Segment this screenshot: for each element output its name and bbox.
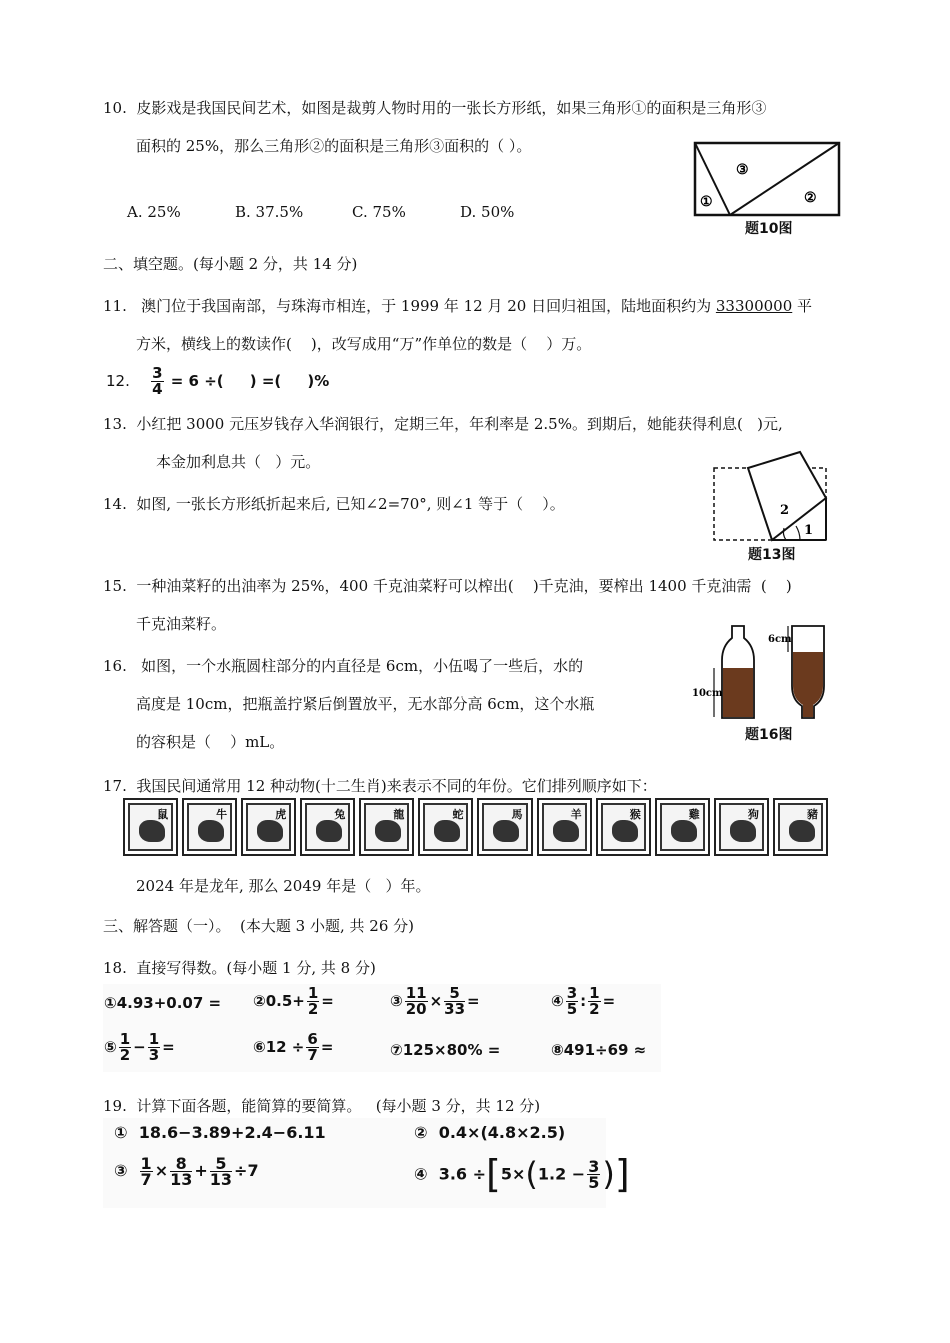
fraction xyxy=(588,986,600,1017)
q18-expr-2 xyxy=(253,986,334,1017)
zodiac-tile xyxy=(773,798,828,856)
zodiac-label: 狗 xyxy=(747,808,759,821)
q13-line1: 13. 小红把 3000 元压岁钱存入华润银行，定期三年，年利率是 2.5%。到期后，她能获得利息( )元, xyxy=(103,415,783,433)
zodiac-tile xyxy=(418,798,473,856)
zodiac-label: 龍 xyxy=(393,808,405,821)
expr-part: = xyxy=(320,1038,334,1056)
denominator: 13 xyxy=(209,1170,233,1189)
expr-part: ÷7 xyxy=(234,1161,259,1180)
q16-line3: 的容积是（ ）mL。 xyxy=(136,733,285,751)
denominator: 20 xyxy=(405,1000,427,1018)
goat-icon xyxy=(553,820,579,842)
zodiac-label: 虎 xyxy=(275,808,287,821)
q18-expr-1: ①4.93+0.07 = xyxy=(104,994,222,1012)
zodiac-tile xyxy=(182,798,237,856)
rat-icon xyxy=(139,820,165,842)
q18-expr-4 xyxy=(551,986,615,1017)
q19-expr-3 xyxy=(114,1156,259,1187)
q18-expr-6 xyxy=(253,1032,333,1063)
ox-icon xyxy=(198,820,224,842)
expr-part: ④ xyxy=(551,992,564,1010)
q16-caption: 题16图 xyxy=(745,727,793,743)
denominator: 5 xyxy=(588,1172,600,1192)
q10-figure xyxy=(692,140,842,218)
zodiac-tile xyxy=(655,798,710,856)
label-10cm: 10cm xyxy=(692,688,723,699)
fraction xyxy=(566,986,578,1017)
rabbit-icon xyxy=(316,820,342,842)
numerator: 5 xyxy=(210,1156,232,1172)
dragon-icon xyxy=(375,820,401,842)
left-paren: ( xyxy=(525,1155,538,1193)
numerator: 1 xyxy=(119,1030,131,1048)
numerator: 6 xyxy=(307,1030,318,1048)
zodiac-tile xyxy=(714,798,769,856)
zodiac-tile xyxy=(241,798,296,856)
zodiac-tile xyxy=(477,798,532,856)
fraction xyxy=(307,986,319,1017)
section-3-heading: 三、解答题（一）。 (本大题 3 小题, 共 26 分) xyxy=(103,917,414,935)
label-6cm: 6cm xyxy=(768,634,792,645)
expr-part: = xyxy=(162,1038,175,1056)
monkey-icon xyxy=(612,820,638,842)
q11-line1-b: 平 xyxy=(792,297,813,315)
zodiac-label: 猴 xyxy=(629,808,641,821)
q12-fraction xyxy=(151,366,163,397)
q10-option-a: A. 25% xyxy=(127,203,181,221)
expr-part: ③ xyxy=(390,992,403,1010)
q13-figure xyxy=(708,448,833,544)
numerator: 11 xyxy=(405,984,427,1002)
q12-denominator: 4 xyxy=(152,380,163,398)
numerator: 3 xyxy=(566,984,578,1002)
q10-option-d: D. 50% xyxy=(460,203,515,221)
fraction xyxy=(170,1156,192,1187)
q11-underlined-number: 33300000 xyxy=(715,297,793,315)
zodiac-label: 牛 xyxy=(216,808,228,821)
zodiac-label: 馬 xyxy=(511,808,523,821)
numerator: 8 xyxy=(170,1156,192,1172)
angle-1-label: 1 xyxy=(804,523,814,538)
snake-icon xyxy=(434,820,460,842)
q10-line1: 10. 皮影戏是我国民间艺术，如图是裁剪人物时用的一张长方形纸，如果三角形①的面积是三角形③ xyxy=(103,99,767,117)
q18-expr-5 xyxy=(104,1032,175,1063)
tiger-icon xyxy=(257,820,283,842)
q10-line2: 面积的 25%，那么三角形②的面积是三角形③面积的（ ）。 xyxy=(136,137,532,155)
denominator: 2 xyxy=(119,1046,131,1064)
expr-part: − xyxy=(133,1038,146,1056)
q19-expr-4 xyxy=(414,1152,630,1196)
zodiac-strip xyxy=(123,798,828,856)
q11-line1 xyxy=(103,296,812,316)
triangle-2-label: ② xyxy=(804,190,817,206)
q15-line2: 千克油菜籽。 xyxy=(136,615,227,633)
q15-line1: 15. 一种油菜籽的出油率为 25%，400 千克油菜籽可以榨出( )千克油，要榨出 1400 千克油需 ( ) xyxy=(103,577,792,595)
q18-expr-8: ⑧491÷69 ≈ xyxy=(551,1041,647,1059)
zodiac-tile xyxy=(596,798,651,856)
fraction xyxy=(444,986,465,1017)
zodiac-label: 兔 xyxy=(334,808,346,821)
q11-line2: 方米，横线上的数读作( )，改写成用“万”作单位的数是（ ）万。 xyxy=(136,335,592,353)
denominator: 5 xyxy=(566,1000,578,1018)
left-bracket: [ xyxy=(486,1152,501,1196)
q10-option-b: B. 37.5% xyxy=(235,203,304,221)
q13-caption: 题13图 xyxy=(748,547,796,563)
numerator: 3 xyxy=(588,1156,600,1176)
fraction xyxy=(405,986,428,1017)
expr-part: : xyxy=(580,992,587,1010)
q18-expr-7: ⑦125×80% = xyxy=(390,1041,501,1059)
q10-caption: 题10图 xyxy=(745,221,793,237)
q16-figure xyxy=(692,620,832,724)
q17-line2: 2024 年是龙年, 那么 2049 年是（ ）年。 xyxy=(136,877,431,895)
section-2-heading: 二、填空题。(每小题 2 分，共 14 分) xyxy=(103,255,358,273)
angle-2-label: 2 xyxy=(780,503,790,518)
q11-line1-a: 11. 澳门位于我国南部，与珠海市相连，于 1999 年 12 月 20 日回归祖国，陆地面积约为 xyxy=(103,297,716,315)
fraction xyxy=(306,1032,318,1063)
expr-part: = xyxy=(321,992,334,1010)
numerator: 1 xyxy=(148,1030,160,1048)
zodiac-tile xyxy=(123,798,178,856)
expr-part: ⑥12 ÷ xyxy=(253,1038,305,1056)
q10-option-c: C. 75% xyxy=(352,203,406,221)
dog-icon xyxy=(730,820,756,842)
expr-part: ②0.5+ xyxy=(253,992,305,1010)
fold-line-right xyxy=(730,143,839,215)
q18-title: 18. 直接写得数。(每小题 1 分, 共 8 分) xyxy=(103,959,376,977)
expr-part: ⑤ xyxy=(104,1038,117,1056)
zodiac-tile xyxy=(359,798,414,856)
expr-part: = xyxy=(467,992,480,1010)
zodiac-tile xyxy=(537,798,592,856)
numerator: 1 xyxy=(140,1154,152,1173)
q13-line2: 本金加利息共（ ）元。 xyxy=(156,453,321,471)
expr-part: 1.2 − xyxy=(537,1164,586,1184)
fraction xyxy=(148,1032,160,1063)
expr-part: × xyxy=(429,992,443,1010)
pig-icon xyxy=(789,820,815,842)
expr-part: × xyxy=(154,1161,169,1180)
numerator: 1 xyxy=(589,984,600,1002)
denominator: 3 xyxy=(148,1046,160,1064)
fraction xyxy=(587,1156,600,1192)
q16-line1: 16. 如图，一个水瓶圆柱部分的内直径是 6cm，小伍喝了一些后，水的 xyxy=(103,657,584,675)
q12-rest: = 6 ÷( ) =( )% xyxy=(170,372,330,390)
q18-expr-3 xyxy=(390,986,480,1017)
numerator: 1 xyxy=(307,984,319,1002)
denominator: 7 xyxy=(307,1046,318,1064)
q14-line1: 14. 如图, 一张长方形纸折起来后, 已知∠2=70°, 则∠1 等于（ ）。 xyxy=(103,495,565,513)
expr-part: ④ 3.6 ÷ xyxy=(414,1164,487,1184)
expr-part: 5× xyxy=(500,1164,526,1184)
q16-line2: 高度是 10cm，把瓶盖拧紧后倒置放平，无水部分高 6cm，这个水瓶 xyxy=(136,695,595,713)
q19-expr-1: ① 18.6−3.89+2.4−6.11 xyxy=(114,1123,326,1142)
denominator: 7 xyxy=(140,1170,152,1189)
q12-numerator: 3 xyxy=(152,364,163,382)
denominator: 2 xyxy=(589,1000,600,1018)
fraction xyxy=(119,1032,131,1063)
q12-equation xyxy=(106,366,329,397)
zodiac-label: 羊 xyxy=(570,808,582,821)
denominator: 33 xyxy=(444,1000,466,1018)
q19-title: 19. 计算下面各题，能简算的要简算。 (每小题 3 分，共 12 分) xyxy=(103,1097,541,1115)
numerator: 5 xyxy=(444,986,465,1002)
horse-icon xyxy=(493,820,519,842)
expr-part: ③ xyxy=(114,1161,128,1180)
triangle-3-label: ③ xyxy=(736,162,749,178)
upright-water xyxy=(723,668,753,717)
folded-flap xyxy=(748,452,826,540)
zodiac-tile xyxy=(300,798,355,856)
q17-line1: 17. 我国民间通常用 12 种动物(十二生肖)来表示不同的年份。它们排列顺序如下： xyxy=(103,777,657,795)
fraction xyxy=(140,1156,153,1187)
zodiac-label: 蛇 xyxy=(452,808,464,821)
right-paren: ) xyxy=(602,1155,615,1193)
right-bracket: ] xyxy=(614,1152,630,1196)
zodiac-label: 豬 xyxy=(806,808,818,821)
rectangle-paper xyxy=(695,143,839,215)
q12-number: 12. xyxy=(106,372,130,390)
rooster-icon xyxy=(671,820,697,842)
expr-part: = xyxy=(602,992,616,1010)
denominator: 2 xyxy=(307,1000,319,1018)
zodiac-label: 鼠 xyxy=(157,808,169,821)
zodiac-label: 雞 xyxy=(688,808,700,821)
q19-expr-2: ② 0.4×(4.8×2.5) xyxy=(414,1123,566,1142)
triangle-1-label: ① xyxy=(700,194,713,210)
denominator: 13 xyxy=(170,1170,193,1189)
angle-1-arc xyxy=(796,526,800,540)
fraction xyxy=(210,1156,232,1187)
inverted-water xyxy=(793,652,823,717)
expr-part: + xyxy=(194,1161,208,1180)
